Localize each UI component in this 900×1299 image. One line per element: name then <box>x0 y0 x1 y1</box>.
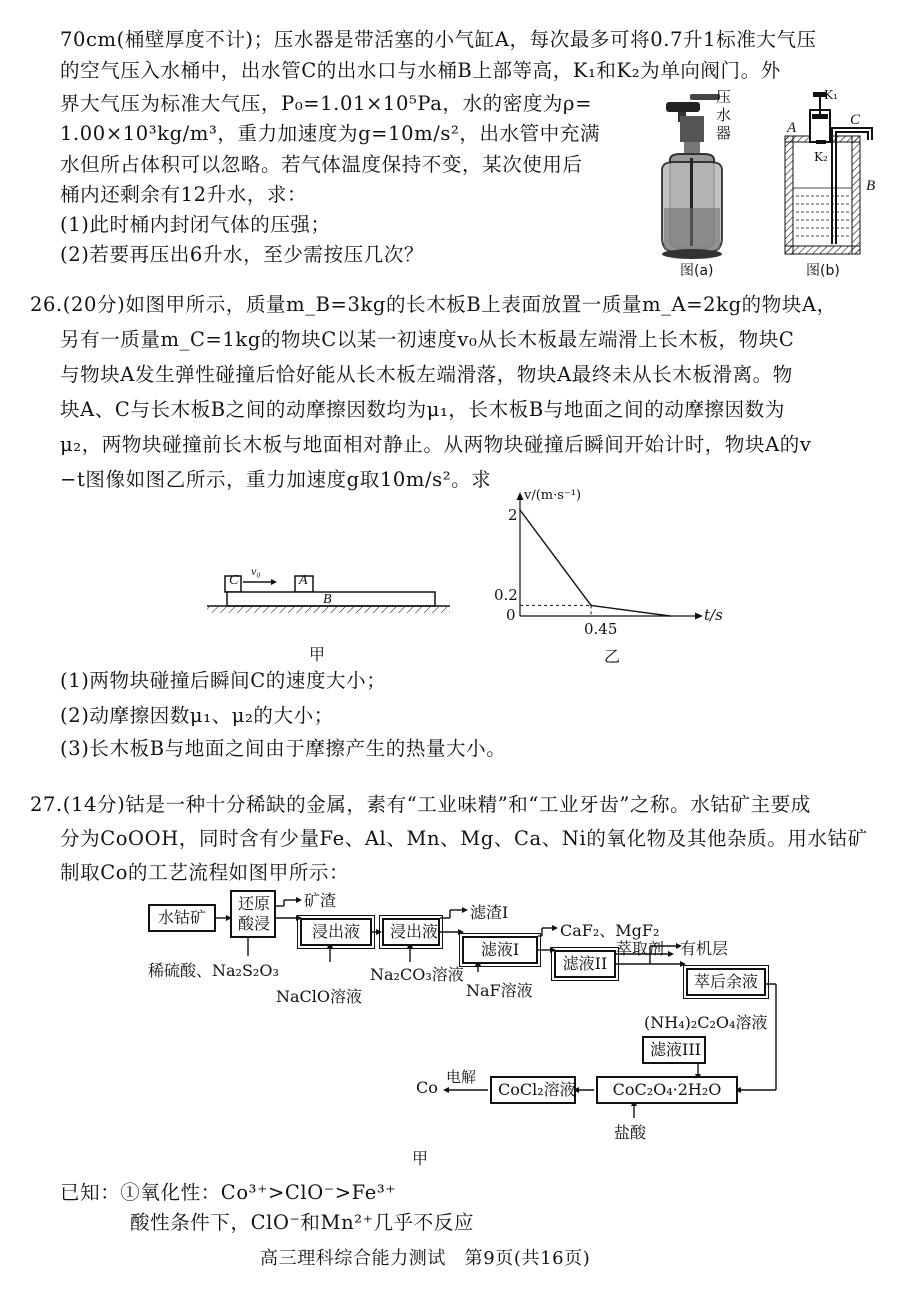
pump-schematic <box>780 88 890 258</box>
y-tick-2: 2 <box>508 506 518 524</box>
figure-a-caption: 图(a) <box>680 263 714 279</box>
q27-line-1: 27.(14分)钴是一种十分稀缺的金属，素有“工业味精”和“工业牙齿”之称。水钴矿主要成 <box>30 793 811 816</box>
q25-line-3: 界大气压为标准大气压，P₀=1.01×10⁵Pa，水的密度为ρ= <box>60 92 593 115</box>
block-C-label: C <box>229 573 239 588</box>
y-axis-label: v/(m·s⁻¹) <box>524 488 582 503</box>
y-axis-arrow <box>517 492 524 500</box>
x-axis-arrow <box>695 613 703 620</box>
box-reduce-label: 还原 <box>238 894 271 913</box>
figure-yi-vt-graph <box>490 488 730 668</box>
reagent-na2co3: Na₂CO₃溶液 <box>370 965 464 984</box>
figure-a-water-dispenser <box>650 88 760 278</box>
q26-line-3: 与物块A发生弹性碰撞后恰好能从长木板左端滑落，物块A最终未从长木板滑离。物 <box>60 363 793 386</box>
q27-line-3: 制取Co的工艺流程如图甲所示： <box>60 861 350 884</box>
reagent-naf: NaF溶液 <box>466 981 533 1000</box>
figure-jia-caption: 甲 <box>309 645 326 664</box>
box-cocl2-solution: CoCl₂溶液 <box>490 1076 576 1104</box>
vt-point-3 <box>669 615 671 617</box>
box-cobalt-oxalate: CoC₂O₄·2H₂O <box>596 1076 738 1104</box>
label-K2: K₂ <box>814 150 828 164</box>
label-K1: K₁ <box>824 88 838 102</box>
figure-yi-caption: 乙 <box>604 647 621 666</box>
y-tick-0-2: 0.2 <box>494 586 518 604</box>
figure-jia-board <box>205 560 455 665</box>
known-oxidizability: 已知：①氧化性：Co³⁺>ClO⁻>Fe³⁺ <box>60 1181 397 1204</box>
vt-chart <box>490 488 730 638</box>
box-reduce-leach <box>230 890 276 938</box>
v0-label: v₀ <box>251 564 261 578</box>
box-leachate-2: 浸出液 <box>382 918 440 946</box>
q26-line-6: −t图像如图乙所示，重力加速度g取10m/s²。求 <box>60 468 492 491</box>
reagent-ammonium-oxalate: (NH₄)₂C₂O₄溶液 <box>644 1013 768 1032</box>
box-leachate-1: 浸出液 <box>300 918 372 946</box>
box-leach-label: 酸浸 <box>238 914 271 933</box>
label-A: A <box>787 120 797 136</box>
box-cobalt-ore: 水钴矿 <box>148 904 216 932</box>
y-tick-0: 0 <box>506 606 516 624</box>
q25-line-6: 桶内还剩余有12升水，求： <box>60 183 308 206</box>
reagent-naclo: NaClO溶液 <box>276 987 363 1006</box>
block-A-label: A <box>299 573 308 588</box>
output-residue-1: 滤渣I <box>470 903 509 922</box>
box-raffinate: 萃后余液 <box>686 968 766 996</box>
product-co: Co <box>416 1078 438 1097</box>
q25-question-1: (1)此时桶内封闭气体的压强； <box>60 213 331 236</box>
page-footer: 高三理科综合能力测试 第9页(共16页) <box>260 1248 591 1269</box>
known-acidic-condition: 酸性条件下，ClO⁻和Mn²⁺几乎不反应 <box>130 1211 475 1234</box>
flowchart <box>140 888 800 1168</box>
q26-line-1: 26.(20分)如图甲所示，质量m_B=3kg的长木板B上表面放置一质量m_A=2kg的物块A， <box>30 293 837 316</box>
q26-question-2: (2)动摩擦因数μ₁、μ₂的大小； <box>60 704 334 727</box>
vt-segment-2 <box>591 605 670 616</box>
box-filtrate-1: 滤液I <box>462 936 538 964</box>
q25-line-2: 的空气压入水桶中，出水管C的出水口与水桶B上部等高，K₁和K₂为单向阀门。外 <box>60 59 781 82</box>
q27-line-2: 分为CoOOH，同时含有少量Fe、Al、Mn、Mg、Ca、Ni的氧化物及其他杂质。用水钴矿 <box>60 827 868 850</box>
q25-line-4: 1.00×10³kg/m³，重力加速度为g=10m/s²，出水管中充满 <box>60 122 601 145</box>
output-slag: 矿渣 <box>304 891 337 910</box>
reagent-extractant: 萃取剂 <box>616 939 665 958</box>
q25-line-1: 70cm(桶壁厚度不计)；压水器是带活塞的小气缸A，每次最多可将0.7升1标准大气压 <box>60 28 817 51</box>
q25-line-5: 水但所占体积可以忽略。若气体温度保持不变，某次使用后 <box>60 153 583 176</box>
q26-line-5: μ₂，两物块碰撞前长木板与地面相对静止。从两物块碰撞后瞬间开始计时，物块A的v <box>60 433 812 456</box>
label-B: B <box>866 178 876 194</box>
figure-b-caption: 图(b) <box>806 263 840 279</box>
output-caf2-mgf2: CaF₂、MgF₂ <box>560 921 660 940</box>
output-organic-layer: 有机层 <box>680 939 729 958</box>
q26-question-3: (3)长木板B与地面之间由于摩擦产生的热量大小。 <box>60 737 507 760</box>
flowchart-caption: 甲 <box>412 1149 429 1168</box>
vt-point-2 <box>590 605 592 607</box>
vt-point-1 <box>519 509 521 511</box>
box-filtrate-3: 滤液III <box>642 1036 706 1064</box>
x-tick-0-45: 0.45 <box>584 620 618 638</box>
vt-segment-1 <box>520 510 591 605</box>
box-filtrate-2: 滤液II <box>554 950 616 978</box>
figure-b-schematic <box>780 88 890 278</box>
label-C: C <box>850 112 861 128</box>
pressurizer-label: 压水器 <box>716 88 732 142</box>
q26-line-4: 块A、C与长木板B之间的动摩擦因数均为μ₁，长木板B与地面之间的动摩擦因数为 <box>60 398 785 421</box>
water-jug-image <box>650 88 760 278</box>
reagent-hcl: 盐酸 <box>614 1123 647 1142</box>
q26-line-2: 另有一质量m_C=1kg的物块C以某一初速度v₀从长木板最左端滑上长木板，物块C <box>60 328 795 351</box>
q26-question-1: (1)两物块碰撞后瞬间C的速度大小； <box>60 669 387 692</box>
board-B-label: B <box>323 592 332 607</box>
reagent-acid-thiosulfate: 稀硫酸、Na₂S₂O₃ <box>148 961 279 980</box>
x-axis-label: t/s <box>704 606 723 624</box>
q25-question-2: (2)若要再压出6升水，至少需按压几次？ <box>60 243 425 266</box>
label-electrolysis: 电解 <box>446 1068 477 1086</box>
